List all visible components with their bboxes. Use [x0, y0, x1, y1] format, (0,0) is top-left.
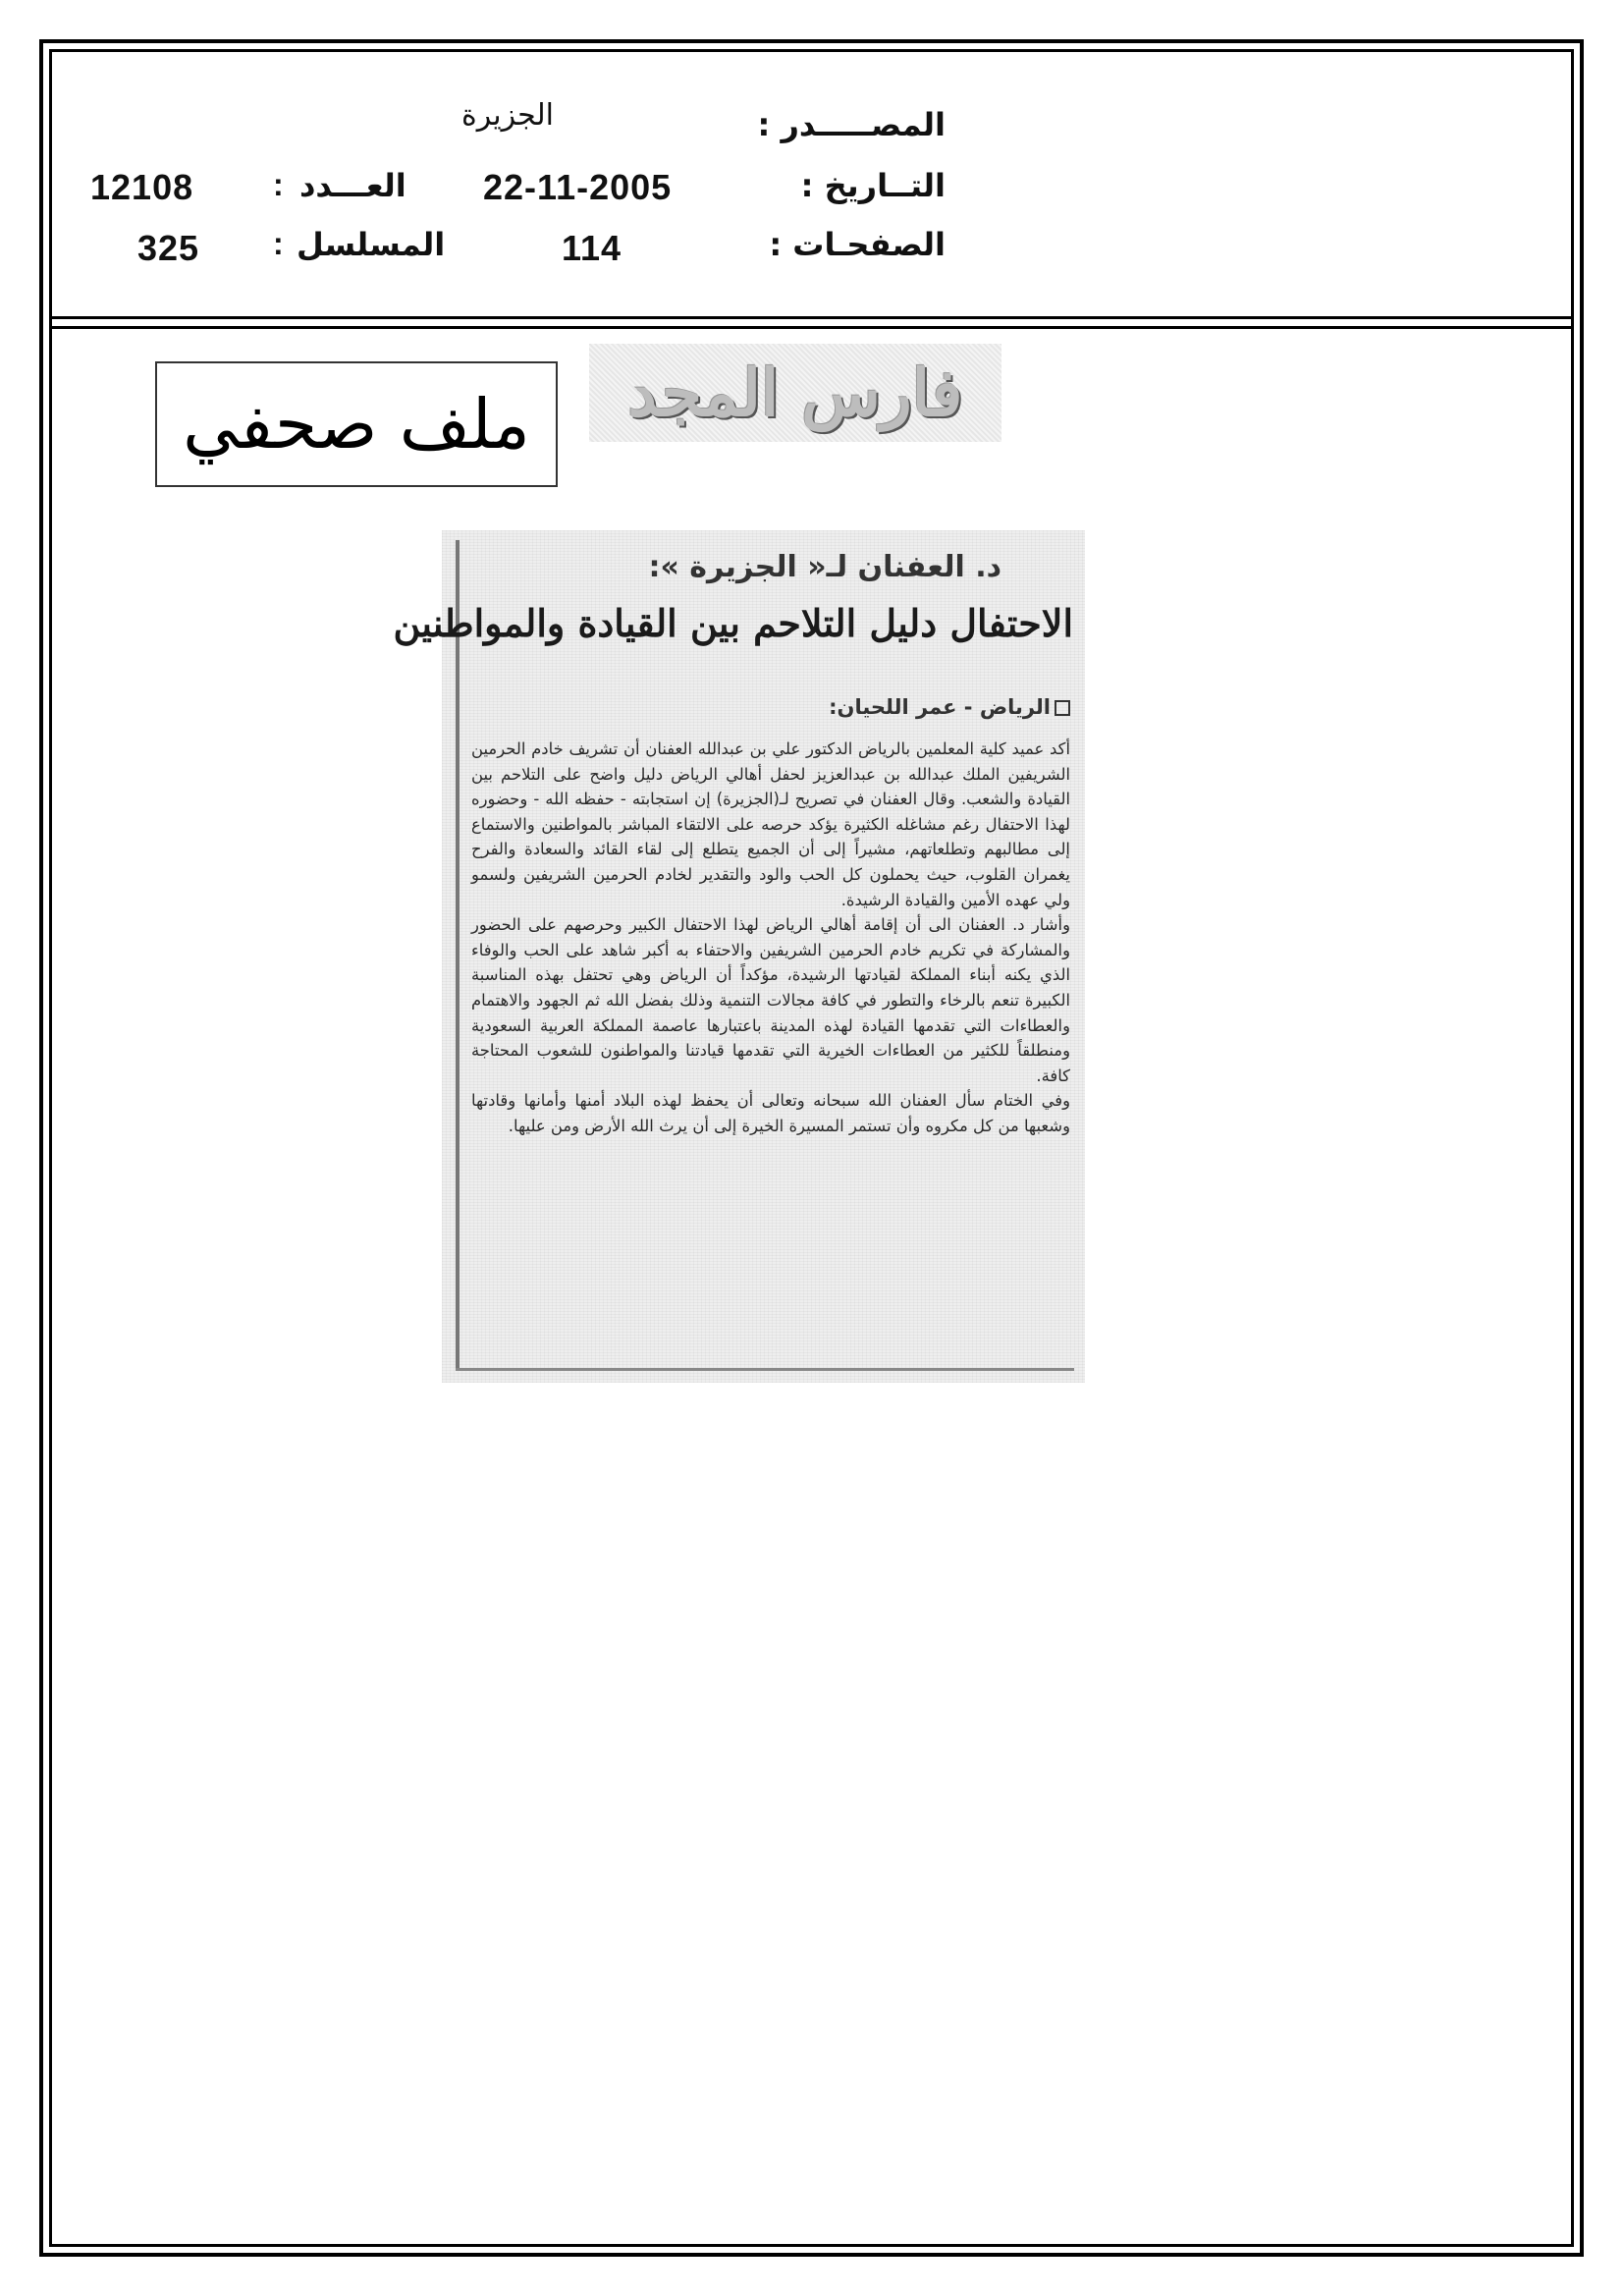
date-value: 22-11-2005: [483, 167, 673, 207]
article-kicker: د. العفنان لـ« الجزيرة »:: [648, 550, 1001, 584]
serial-value: 325: [137, 228, 200, 268]
stamp-text: ملف صحفي: [183, 384, 530, 465]
masthead-logo: [589, 344, 1001, 442]
article-paragraph: أكد عميد كلية المعلمين بالرياض الدكتور علي بن عبدالله العفنان أن تشريف خادم الحرمين الشريفين الملك عبدالله بن عبدالعزيز لحفل أهالي الرياض دليل واضح على التلاحم بين القيادة والشعب. وقال العفنان في تصريح لـ(الجزيرة) إن استجابته - حفظه الله - وحضوره لهذا الاحتفال رغم مشاغله الكثيرة يؤكد حرصه على الالتقاء المباشر بالمواطنين والاستماع إلى مطالبهم وتطلعاتهم، مشيراً إلى أن الجميع يتطلع إلى لقاء القائد والسعادة والفرح يغمران القلوب، حيث يحملون كل الحب والود والتقدير لخادم الحرمين الشريفين ولسمو ولي عهده الأمين والقيادة الرشيدة.: [471, 739, 1070, 909]
article-byline: [829, 695, 1070, 719]
article-headline: الاحتفال دليل التلاحم بين القيادة والمواطنين: [393, 601, 1073, 645]
press-file-stamp: [155, 361, 558, 487]
issue-label: العـــدد: [299, 167, 406, 204]
article-body: [471, 737, 1070, 1139]
header-divider-double: [49, 326, 1574, 329]
date-label: التــاريخ :: [800, 167, 946, 204]
byline-text: الرياض - عمر اللحيان:: [829, 695, 1051, 719]
pages-value: 114: [562, 228, 622, 268]
clipping-column-rule: [456, 540, 460, 1370]
source-label: المصـــــدر :: [757, 106, 946, 143]
article-paragraph: وفي الختام سأل العفنان الله سبحانه وتعالى أن يحفظ لهذه البلاد أمنها وأمانها وقادتها وشعبها من كل مكروه وأن تستمر المسيرة الخيرة إلى أن يرث الله الأرض ومن عليها.: [471, 1091, 1070, 1135]
source-value: الجزيرة: [461, 98, 555, 133]
issue-colon: :: [273, 167, 284, 202]
masthead-text: فارس المجد: [627, 355, 963, 431]
serial-colon: :: [273, 226, 284, 261]
issue-value: 12108: [90, 167, 194, 207]
pages-label: الصفحـات :: [769, 226, 946, 263]
clipping-bottom-rule: [456, 1368, 1074, 1371]
byline-square-icon: [1055, 700, 1070, 716]
newspaper-clipping: [393, 530, 1085, 1383]
header-divider: [49, 316, 1574, 319]
article-paragraph: وأشار د. العفنان الى أن إقامة أهالي الرياض لهذا الاحتفال الكبير وحرصهم على الحضور والمشاركة في تكريم خادم الحرمين الشريفين والاحتفاء به أكبر شاهد على الحب والوفاء الذي يكنه أبناء المملكة لقيادتها الرشيدة، مؤكداً أن الرياض وهي تحتفل بهذه المناسبة الكبيرة تنعم بالرخاء والتطور في كافة مجالات التنمية وذلك بفضل الله ثم الجهود والاهتمام والعطاءات التي تقدمها القيادة لهذه المدينة باعتبارها عاصمة المملكة العربية السعودية ومنطلقاً للكثير من العطاءات الخيرية التي تقدمها قيادتنا والمواطنون للشعوب المحتاجة كافة.: [471, 915, 1070, 1085]
serial-label: المسلسل: [297, 226, 446, 263]
